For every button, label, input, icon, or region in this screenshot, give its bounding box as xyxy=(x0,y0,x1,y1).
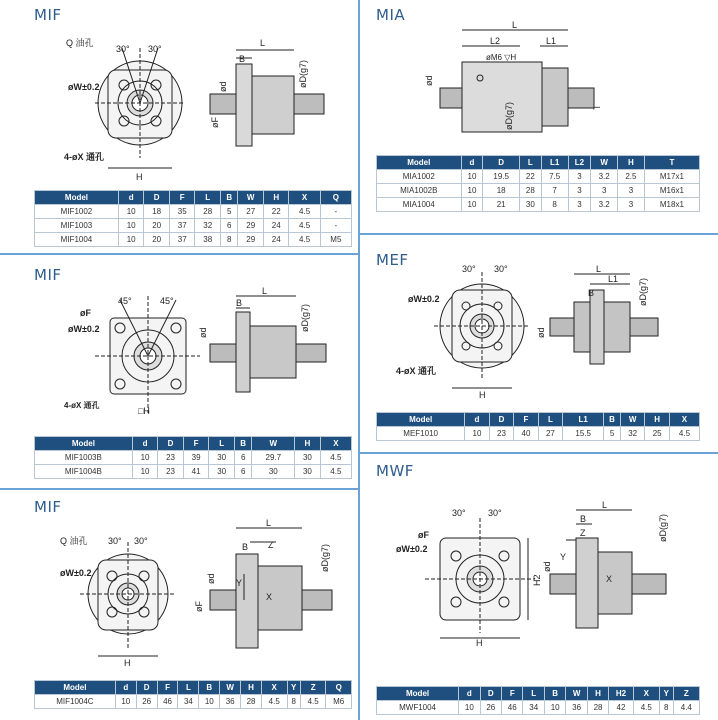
mif2-w-label: øW±0.2 xyxy=(68,324,100,334)
table-cell: 8 xyxy=(541,198,568,212)
table-header-cell: B xyxy=(544,687,565,701)
table-cell: 6 xyxy=(234,465,251,479)
mif3-table-body xyxy=(35,681,352,709)
table-cell: 20 xyxy=(144,219,170,233)
table-header-cell: X xyxy=(633,687,659,701)
table-cell: 8 xyxy=(287,695,300,709)
table-cell: 34 xyxy=(178,695,199,709)
table-cell: 46 xyxy=(502,701,523,715)
table-header-cell: Model xyxy=(35,681,116,695)
table-header-cell: D xyxy=(480,687,501,701)
table-cell: 10 xyxy=(544,701,565,715)
table-cell: 3.2 xyxy=(591,170,618,184)
table-header-cell: X xyxy=(261,681,287,695)
table-header-cell: Model xyxy=(35,437,133,451)
table-header-row xyxy=(377,156,700,170)
table-header-cell: B xyxy=(604,413,621,427)
table-cell: 36 xyxy=(566,701,587,715)
mwf-h2-label: H2 xyxy=(532,574,542,586)
table-cell: 10 xyxy=(461,184,483,198)
table-header-cell: L xyxy=(523,687,544,701)
table-cell: 10 xyxy=(459,701,480,715)
table-cell: 37 xyxy=(169,233,195,247)
table-cell: M17x1 xyxy=(644,170,699,184)
table-header-row xyxy=(35,191,352,205)
table-cell: M5 xyxy=(320,233,351,247)
table-cell: 23 xyxy=(158,451,184,465)
mif1-b-label: B xyxy=(239,54,246,64)
mef-l-label: L xyxy=(596,264,602,274)
mif3-h-label: H xyxy=(124,658,131,668)
table-cell: 18 xyxy=(144,205,170,219)
table-cell: 4.5 xyxy=(300,695,326,709)
mif1-table-body xyxy=(35,191,352,247)
table-row xyxy=(377,427,700,441)
mif2-l-label: L xyxy=(262,286,268,296)
table-header-cell: L xyxy=(195,191,221,205)
mif2-drawing xyxy=(40,288,350,428)
mif3-z-label: Z xyxy=(268,540,274,550)
table-cell: 6 xyxy=(220,219,237,233)
mif2-title: MIF xyxy=(34,266,62,284)
mif1-title: MIF xyxy=(34,6,62,24)
mia-table-body xyxy=(377,156,700,212)
mef-title: MEF xyxy=(376,251,409,269)
table-header-cell: d xyxy=(459,687,480,701)
table-header-cell: Z xyxy=(673,687,699,701)
mif3-angle-right: 30° xyxy=(134,536,148,546)
table-header-cell: d xyxy=(118,191,144,205)
table-cell: 3 xyxy=(568,198,591,212)
table-header-cell: F xyxy=(183,437,209,451)
table-header-cell: F xyxy=(169,191,195,205)
table-cell: MIF1004 xyxy=(35,233,119,247)
mia-dg7-label: øD(g7) xyxy=(504,101,514,130)
table-cell: MIA1002 xyxy=(377,170,462,184)
mif3-l-label: L xyxy=(266,518,272,528)
mif3-title: MIF xyxy=(34,498,62,516)
table-cell: 28 xyxy=(195,205,221,219)
mia-spec-table xyxy=(376,155,700,212)
table-cell: M16x1 xyxy=(644,184,699,198)
table-header-cell: Q xyxy=(320,191,351,205)
table-header-cell: F xyxy=(502,687,523,701)
table-cell: 3 xyxy=(591,184,618,198)
mwf-d-label: ød xyxy=(542,561,552,572)
mia-m-label: øM6 ▽H xyxy=(486,53,517,62)
table-header-cell: Q xyxy=(326,681,352,695)
table-cell: 10 xyxy=(461,170,483,184)
mwf-title: MWF xyxy=(376,462,414,480)
table-cell: 4.5 xyxy=(289,205,320,219)
mif3-drawing xyxy=(40,520,350,670)
table-cell: 8 xyxy=(659,701,673,715)
table-header-cell: X xyxy=(669,413,699,427)
table-cell: 30 xyxy=(209,451,235,465)
table-cell: 30 xyxy=(295,451,321,465)
table-cell: 4.5 xyxy=(289,233,320,247)
table-cell: 30 xyxy=(252,465,295,479)
table-header-cell: Y xyxy=(659,687,673,701)
table-header-cell: X xyxy=(320,437,351,451)
table-cell: 23 xyxy=(489,427,513,441)
mif1-q-label: Q 油孔 xyxy=(66,38,94,48)
table-cell: 26 xyxy=(136,695,157,709)
table-header-cell: d xyxy=(115,681,136,695)
table-cell: MWF1004 xyxy=(377,701,459,715)
table-header-cell: H xyxy=(618,156,645,170)
table-header-cell: T xyxy=(644,156,699,170)
table-header-cell: B xyxy=(220,191,237,205)
table-cell: MIF1004B xyxy=(35,465,133,479)
table-cell: 3 xyxy=(568,170,591,184)
mif1-x-label: 4-øX 通孔 xyxy=(64,152,105,162)
table-cell: 3 xyxy=(568,184,591,198)
table-header-cell: L xyxy=(538,413,562,427)
table-cell: 28 xyxy=(587,701,608,715)
table-cell: 4.5 xyxy=(633,701,659,715)
mwf-table-body xyxy=(377,687,700,715)
table-header-cell: Model xyxy=(377,156,462,170)
table-header-cell: D xyxy=(158,437,184,451)
table-header-cell: H xyxy=(241,681,262,695)
table-cell: MIF1002 xyxy=(35,205,119,219)
table-header-cell: F xyxy=(157,681,178,695)
table-cell: 4.5 xyxy=(320,465,351,479)
mia-title: MIA xyxy=(376,6,406,24)
table-header-cell: H xyxy=(295,437,321,451)
table-cell: 20 xyxy=(144,233,170,247)
table-cell: 3 xyxy=(618,184,645,198)
table-cell: 30 xyxy=(519,198,541,212)
table-header-cell: H xyxy=(645,413,669,427)
table-cell: 8 xyxy=(220,233,237,247)
mwf-f-label: øF xyxy=(418,530,429,540)
table-row xyxy=(35,465,352,479)
table-cell: MIA1002B xyxy=(377,184,462,198)
mif3-w-label: øW±0.2 xyxy=(60,568,92,578)
table-row xyxy=(35,219,352,233)
table-header-cell: Model xyxy=(377,687,459,701)
mif2-dg7-label: øD(g7) xyxy=(300,303,310,332)
horizontal-divider-left-1 xyxy=(0,253,358,255)
mif3-angle-left: 30° xyxy=(108,536,122,546)
table-cell: MIF1003B xyxy=(35,451,133,465)
table-cell: MIF1003 xyxy=(35,219,119,233)
mif2-table-body xyxy=(35,437,352,479)
table-cell: 29.7 xyxy=(252,451,295,465)
table-header-cell: W xyxy=(620,413,644,427)
mwf-h-label: H xyxy=(476,638,483,648)
table-header-cell: B xyxy=(199,681,220,695)
table-header-cell: W xyxy=(252,437,295,451)
table-row xyxy=(35,205,352,219)
table-cell: 4.5 xyxy=(261,695,287,709)
table-header-cell: L xyxy=(519,156,541,170)
table-header-row xyxy=(35,437,352,451)
mif2-x-label: 4-øX 通孔 xyxy=(64,401,100,410)
mef-dg7-label: øD(g7) xyxy=(638,277,648,306)
table-cell: 22 xyxy=(263,205,289,219)
table-cell: 10 xyxy=(115,695,136,709)
table-cell: 40 xyxy=(514,427,538,441)
table-cell: 42 xyxy=(609,701,633,715)
mef-x-label: 4-øX 通孔 xyxy=(396,366,437,376)
mwf-w-label: øW±0.2 xyxy=(396,544,428,554)
mwf-x-label: X xyxy=(606,574,613,584)
table-cell: 10 xyxy=(465,427,489,441)
mif3-d-label: ød xyxy=(206,573,216,584)
table-cell: 28 xyxy=(519,184,541,198)
table-header-cell: D xyxy=(136,681,157,695)
table-cell: 27 xyxy=(238,205,264,219)
mwf-dg7-label: øD(g7) xyxy=(658,513,668,542)
table-header-cell: L xyxy=(178,681,199,695)
mia-drawing xyxy=(400,20,700,150)
table-cell: 30 xyxy=(295,465,321,479)
table-row xyxy=(377,170,700,184)
table-cell: 26 xyxy=(480,701,501,715)
mia-l1-label: L1 xyxy=(546,36,557,46)
horizontal-divider-right-1 xyxy=(360,233,718,235)
mwf-y-label: Y xyxy=(560,552,567,562)
mif2-angle-left: 45° xyxy=(118,296,132,306)
mef-table-body xyxy=(377,413,700,441)
mef-angle-left: 30° xyxy=(462,264,476,274)
table-cell: 3 xyxy=(618,198,645,212)
mif1-w-label: øW±0.2 xyxy=(68,82,100,92)
mwf-l-label: L xyxy=(602,500,608,510)
table-cell: - xyxy=(320,205,351,219)
table-header-cell: L xyxy=(209,437,235,451)
table-row xyxy=(377,701,700,715)
table-cell: 37 xyxy=(169,219,195,233)
table-row xyxy=(377,184,700,198)
mef-h-label: H xyxy=(479,390,486,400)
mif3-y-label: Y xyxy=(236,578,243,588)
table-cell: 30 xyxy=(209,465,235,479)
table-cell: 41 xyxy=(183,465,209,479)
table-header-cell: Model xyxy=(377,413,465,427)
table-row xyxy=(35,451,352,465)
mef-l1-label: L1 xyxy=(608,274,619,284)
mif3-b-label: B xyxy=(242,542,249,552)
mef-b-label: B xyxy=(588,288,595,298)
table-cell: 22 xyxy=(519,170,541,184)
mif1-h-label: H xyxy=(136,172,143,182)
table-cell: 10 xyxy=(132,451,158,465)
mwf-b-label: B xyxy=(580,514,587,524)
table-cell: 4.5 xyxy=(289,219,320,233)
table-header-cell: W xyxy=(220,681,241,695)
table-cell: MIA1004 xyxy=(377,198,462,212)
mif2-f-label: øF xyxy=(80,308,91,318)
table-header-row xyxy=(377,687,700,701)
table-cell: 24 xyxy=(263,219,289,233)
table-header-cell: Model xyxy=(35,191,119,205)
table-header-cell: X xyxy=(289,191,320,205)
table-cell: 25 xyxy=(645,427,669,441)
table-cell: 7.5 xyxy=(541,170,568,184)
table-header-cell: B xyxy=(234,437,251,451)
mef-d-label: ød xyxy=(536,327,546,338)
table-header-row xyxy=(377,413,700,427)
mef-w-label: øW±0.2 xyxy=(408,294,440,304)
table-header-cell: H2 xyxy=(609,687,633,701)
table-cell: 5 xyxy=(604,427,621,441)
table-cell: 21 xyxy=(483,198,520,212)
table-header-cell: W xyxy=(566,687,587,701)
table-header-cell: Z xyxy=(300,681,326,695)
mwf-drawing xyxy=(396,498,700,648)
table-cell: 15.5 xyxy=(563,427,604,441)
table-header-cell: W xyxy=(591,156,618,170)
vertical-divider xyxy=(358,0,360,720)
mif3-spec-table xyxy=(34,680,352,709)
table-cell: 10 xyxy=(461,198,483,212)
table-cell: 3.2 xyxy=(591,198,618,212)
horizontal-divider-right-2 xyxy=(360,452,718,454)
mif2-b-label: B xyxy=(236,298,243,308)
table-cell: 4.4 xyxy=(673,701,699,715)
mwf-angle-left: 30° xyxy=(452,508,466,518)
mif3-x-label: X xyxy=(266,592,273,602)
table-cell: 10 xyxy=(199,695,220,709)
table-row xyxy=(35,695,352,709)
table-header-cell: H xyxy=(587,687,608,701)
table-cell: - xyxy=(320,219,351,233)
mif1-f-label: øF xyxy=(210,117,220,128)
table-cell: 18 xyxy=(483,184,520,198)
table-cell: 19.5 xyxy=(483,170,520,184)
table-cell: 4.5 xyxy=(320,451,351,465)
table-cell: 46 xyxy=(157,695,178,709)
table-cell: 24 xyxy=(263,233,289,247)
table-cell: 29 xyxy=(238,219,264,233)
mif1-drawing xyxy=(40,28,350,183)
mia-t-label: T xyxy=(592,104,602,110)
table-header-cell: D xyxy=(489,413,513,427)
mif2-d-label: ød xyxy=(198,327,208,338)
table-cell: M6 xyxy=(326,695,352,709)
table-cell: 6 xyxy=(234,451,251,465)
table-cell: 39 xyxy=(183,451,209,465)
table-cell: 10 xyxy=(118,219,144,233)
table-header-cell: d xyxy=(465,413,489,427)
mia-d-label: ød xyxy=(424,75,434,86)
table-cell: 5 xyxy=(220,205,237,219)
table-cell: 27 xyxy=(538,427,562,441)
mif2-spec-table xyxy=(34,436,352,479)
mif1-angle-right: 30° xyxy=(148,44,162,54)
table-row xyxy=(377,198,700,212)
table-header-row xyxy=(35,681,352,695)
mif3-f-label: øF xyxy=(194,601,204,612)
mif1-l-label: L xyxy=(260,38,266,48)
table-header-cell: L2 xyxy=(568,156,591,170)
table-cell: 10 xyxy=(118,233,144,247)
mef-spec-table xyxy=(376,412,700,441)
table-cell: MIF1004C xyxy=(35,695,116,709)
mwf-z-label: Z xyxy=(580,528,586,538)
mwf-angle-right: 30° xyxy=(488,508,502,518)
table-cell: 38 xyxy=(195,233,221,247)
table-cell: 23 xyxy=(158,465,184,479)
table-header-cell: H xyxy=(263,191,289,205)
table-header-cell: Y xyxy=(287,681,300,695)
table-header-cell: d xyxy=(132,437,158,451)
table-cell: 28 xyxy=(241,695,262,709)
mif2-angle-right: 45° xyxy=(160,296,174,306)
table-header-cell: L1 xyxy=(541,156,568,170)
horizontal-divider-left-2 xyxy=(0,488,358,490)
mef-angle-right: 30° xyxy=(494,264,508,274)
mia-l-label: L xyxy=(512,20,518,30)
mef-drawing xyxy=(396,262,700,402)
table-cell: 10 xyxy=(132,465,158,479)
table-cell: 10 xyxy=(118,205,144,219)
table-cell: 35 xyxy=(169,205,195,219)
table-cell: 36 xyxy=(220,695,241,709)
table-cell: 32 xyxy=(620,427,644,441)
table-header-cell: d xyxy=(461,156,483,170)
table-cell: 2.5 xyxy=(618,170,645,184)
mif3-q-label: Q 油孔 xyxy=(60,536,88,546)
table-header-cell: D xyxy=(483,156,520,170)
mif1-spec-table xyxy=(34,190,352,247)
mia-l2-label: L2 xyxy=(490,36,501,46)
table-cell: 34 xyxy=(523,701,544,715)
table-header-cell: W xyxy=(238,191,264,205)
mif1-angle-left: 30° xyxy=(116,44,130,54)
table-cell: 7 xyxy=(541,184,568,198)
table-cell: 4.5 xyxy=(669,427,699,441)
table-header-cell: D xyxy=(144,191,170,205)
mif1-d-label: ød xyxy=(218,81,228,92)
mif1-dg7-label: øD(g7) xyxy=(298,59,308,88)
table-cell: MEF1010 xyxy=(377,427,465,441)
table-row xyxy=(35,233,352,247)
table-cell: 32 xyxy=(195,219,221,233)
mwf-spec-table xyxy=(376,686,700,715)
mif2-h-label: □H xyxy=(138,406,150,416)
table-header-cell: F xyxy=(514,413,538,427)
table-cell: 29 xyxy=(238,233,264,247)
table-cell: M18x1 xyxy=(644,198,699,212)
table-header-cell: L1 xyxy=(563,413,604,427)
mif3-dg7-label: øD(g7) xyxy=(320,543,330,572)
